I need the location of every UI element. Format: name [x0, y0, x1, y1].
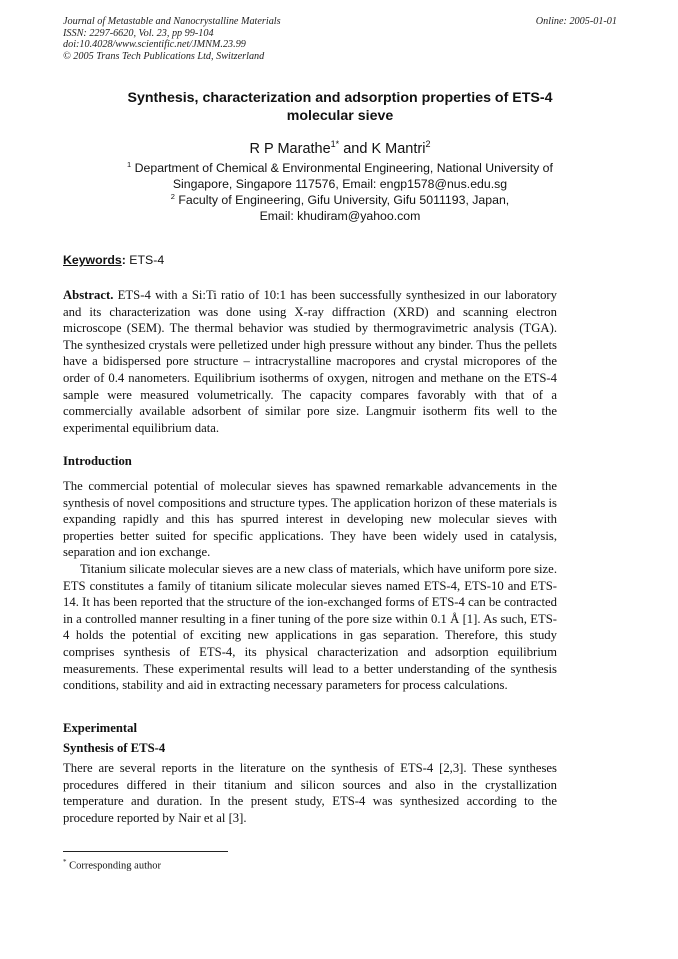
introduction-heading: Introduction	[63, 454, 132, 468]
footnote-divider	[63, 851, 228, 852]
keywords	[63, 253, 164, 267]
abstract-label: Abstract.	[63, 288, 114, 302]
author-list	[63, 139, 617, 157]
journal-header	[63, 16, 617, 62]
affiliation-1-line-1: Department of Chemical & Environmental Engineering, National University of	[131, 161, 553, 176]
footnote-marker: *	[63, 858, 67, 866]
keywords-value: ETS-4	[125, 253, 165, 267]
affiliation-1-mark: 1	[127, 160, 132, 169]
affiliation-1-line-2: Singapore, Singapore 117576, Email: engp1578@nus.edu.sg	[172, 177, 508, 192]
experimental-heading: Experimental	[63, 721, 138, 735]
abstract	[63, 287, 557, 436]
keywords-colon: :	[121, 253, 126, 267]
introduction-paragraph-1: The commercial potential of molecular sieves has spawned remarkable advancements in the synthesis of novel compositions and structure types. The application horizon of these materials is expanding rapidly and this has spurred interest in developing new molecular sieves with properties better suited for specific applications. They have been widely used in catalysis, separation and ion exchange.	[63, 479, 557, 560]
affiliation-2-line-2: Email: khudiram@yahoo.com	[259, 209, 421, 224]
author-1: R P Marathe	[249, 140, 331, 157]
introduction-paragraph-2: Titanium silicate molecular sieves are a new class of materials, which have uniform pore size. ETS constitutes a family of titanium silicate molecular sieves named ETS-4, ETS-10 and ETS-14. It has been reported that the structure of the ion-exchanged forms of ETS-4 can be contracted in a controlled manner resulting in a finer tuning of the pore size within 0.1 Å [1]. As such, ETS-4 holds the potential of exciting new applications in gas separation. Therefore, this study comprises synthesis of ETS-4, its physical characterization and adsorption equilibrium measurements. These experimental results will lead to a better understanding of the synthesis conditions, stability and aid in extracting necessary parameters for process calculations.	[63, 562, 557, 693]
online-date: Online: 2005-01-01	[535, 16, 617, 27]
abstract-text: ETS-4 with a Si:Ti ratio of 10:1 has been successfully synthesized in our laboratory and its characterization was done using X-ray diffraction (XRD) and scanning electron microscope (SEM). The thermal behavior was studied by thermogravimetric analysis (TGA). The synthesized crystals were pelletized under high pressure without any binder. Thus the pellets have a bidispersed pore structure – intracrystalline macropores and crystal micropores of the order of 0.4 nanometers. Equilibrium isotherms of oxygen, nitrogen and methane on the ETS-4 sample were measured volumetrically. The capacity compares favorably with that of a commercially available adsorbent of similar pore size. Langmuir isotherm fits well to the experimental equilibrium data.	[63, 288, 557, 435]
affiliation-2-line-1: Faculty of Engineering, Gifu University, Gifu 5011193, Japan,	[174, 193, 510, 208]
author-2: K Mantri	[371, 140, 426, 157]
footnote	[63, 858, 161, 872]
footnote-text: Corresponding author	[66, 860, 161, 872]
author-conjunction: and	[339, 140, 372, 157]
journal-issn: ISSN: 2297-6620, Vol. 23, pp 99-104	[63, 27, 214, 39]
synthesis-paragraph: There are several reports in the literature on the synthesis of ETS-4 [2,3]. These syntheses procedures differed in their titanium and silicon sources and also in the crystallization temperature and duration. In the present study, ETS-4 was synthesized according to the procedure reported by Nair et al [3].	[63, 761, 557, 825]
affiliation-1	[63, 157, 617, 192]
journal-name: Journal of Metastable and Nanocrystalline Materials	[63, 16, 281, 27]
affiliation-2-mark: 2	[170, 192, 175, 201]
synthesis-subheading: Synthesis of ETS-4	[63, 741, 166, 755]
author-2-affiliation-mark: 2	[425, 139, 431, 149]
journal-copyright: © 2005 Trans Tech Publications Ltd, Switzerland	[63, 50, 265, 62]
title-line-1: Synthesis, characterization and adsorption properties of ETS-4	[127, 90, 553, 106]
keywords-label: Keywords	[63, 253, 122, 267]
journal-doi: doi:10.4028/www.scientific.net/JMNM.23.99	[63, 39, 246, 51]
author-1-affiliation-mark: 1*	[330, 139, 340, 149]
paper-title	[63, 90, 617, 125]
affiliation-2	[63, 189, 617, 224]
title-line-2: molecular sieve	[286, 107, 394, 124]
